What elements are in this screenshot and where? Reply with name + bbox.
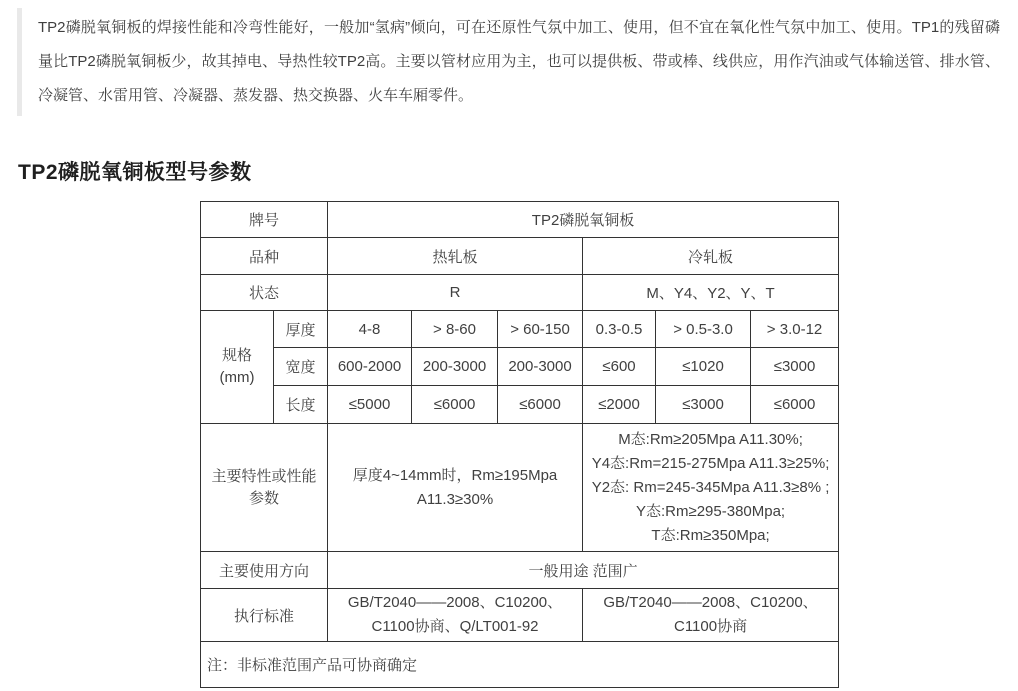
length-value-cell: ≤6000 xyxy=(412,386,498,424)
spec-group-label-cell xyxy=(201,311,274,424)
table-row-standard xyxy=(201,589,839,642)
properties-cold-line: Y4态:Rm=215-275Mpa A11.3≥25%; xyxy=(591,454,830,472)
width-value-cell: 600-2000 xyxy=(328,348,412,386)
properties-label-cell: 主要特性或性能参数 xyxy=(201,424,328,552)
brand-label-cell: 牌号 xyxy=(201,202,328,238)
table-row-brand xyxy=(201,202,839,238)
spec-label-line2: (mm) xyxy=(219,369,255,386)
properties-hot-line: A11.3≥30% xyxy=(416,490,494,508)
variety-cold-cell: 冷轧板 xyxy=(583,238,839,275)
table-row-thickness xyxy=(201,311,839,348)
width-label-cell: 宽度 xyxy=(274,348,328,386)
width-value-cell: 200-3000 xyxy=(412,348,498,386)
spec-table xyxy=(200,201,839,688)
standard-cold-line: C1100协商 xyxy=(673,618,748,635)
intro-paragraph: TP2磷脱氧铜板的焊接性能和冷弯性能好，一般加“氢病”倾向，可在还原性气氛中加工、使用，但不宜在氧化性气氛中加工、使用。TP1的残留磷量比TP2磷脱氧铜板少，故其掉电、导热性较TP2高。主要以管材应用为主，也可以提供板、带或棒、线供应，用作汽油或气体输送管、排水管、冷凝管、水雷用管、冷凝器、蒸发器、热交换器、火车车厢零件。 xyxy=(38,19,1000,104)
state-hot-cell: R xyxy=(328,275,583,311)
usage-value-cell: 一般用途 范围广 xyxy=(328,552,839,589)
properties-hot-line: 厚度4~14mm时，Rm≥195Mpa xyxy=(352,466,558,484)
width-value-cell: ≤1020 xyxy=(656,348,751,386)
thickness-label-cell: 厚度 xyxy=(274,311,328,348)
table-row-length xyxy=(201,386,839,424)
length-value-cell: ≤2000 xyxy=(583,386,656,424)
spec-label-line1: 规格 xyxy=(221,347,252,364)
table-row-state xyxy=(201,275,839,311)
brand-value-cell: TP2磷脱氧铜板 xyxy=(328,202,839,238)
table-note-cell: 注：非标准范围产品可协商确定 xyxy=(201,642,839,688)
thickness-value-cell: 4-8 xyxy=(328,311,412,348)
length-value-cell: ≤6000 xyxy=(498,386,583,424)
variety-hot-cell: 热轧板 xyxy=(328,238,583,275)
table-row-properties xyxy=(201,424,839,552)
length-value-cell: ≤6000 xyxy=(751,386,839,424)
table-row-usage xyxy=(201,552,839,589)
length-value-cell: ≤5000 xyxy=(328,386,412,424)
table-row-variety xyxy=(201,238,839,275)
properties-cold-line: M态:Rm≥205Mpa A11.30%; xyxy=(618,430,803,448)
properties-cold-line: Y态:Rm≥295-380Mpa; xyxy=(635,502,786,520)
width-value-cell: ≤600 xyxy=(583,348,656,386)
standard-cold-cell xyxy=(583,589,839,642)
properties-cold-cell xyxy=(583,424,839,552)
state-label-cell: 状态 xyxy=(201,275,328,311)
properties-cold-line: T态:Rm≥350Mpa; xyxy=(651,526,770,544)
standard-label-cell: 执行标准 xyxy=(201,589,328,642)
thickness-value-cell: 0.3-0.5 xyxy=(583,311,656,348)
length-label-cell: 长度 xyxy=(274,386,328,424)
properties-cold-line: Y2态: Rm=245-345Mpa A11.3≥8% ; xyxy=(591,478,830,496)
state-cold-cell: M、Y4、Y2、Y、T xyxy=(583,275,839,311)
standard-cold-line: GB/T2040——2008、C10200、 xyxy=(603,594,818,611)
intro-blockquote xyxy=(17,8,1000,116)
variety-label-cell: 品种 xyxy=(201,238,328,275)
width-value-cell: 200-3000 xyxy=(498,348,583,386)
thickness-value-cell: > 8-60 xyxy=(412,311,498,348)
table-row-width xyxy=(201,348,839,386)
thickness-value-cell: > 0.5-3.0 xyxy=(656,311,751,348)
length-value-cell: ≤3000 xyxy=(656,386,751,424)
properties-hot-cell xyxy=(328,424,583,552)
table-row-note xyxy=(201,642,839,688)
standard-hot-line: C1100协商、Q/LT001-92 xyxy=(371,618,539,635)
thickness-value-cell: > 60-150 xyxy=(498,311,583,348)
section-title: TP2磷脱氧铜板型号参数 xyxy=(18,161,252,184)
width-value-cell: ≤3000 xyxy=(751,348,839,386)
usage-label-cell: 主要使用方向 xyxy=(201,552,328,589)
standard-hot-cell xyxy=(328,589,583,642)
standard-hot-line: GB/T2040——2008、C10200、 xyxy=(347,594,563,611)
thickness-value-cell: > 3.0-12 xyxy=(751,311,839,348)
